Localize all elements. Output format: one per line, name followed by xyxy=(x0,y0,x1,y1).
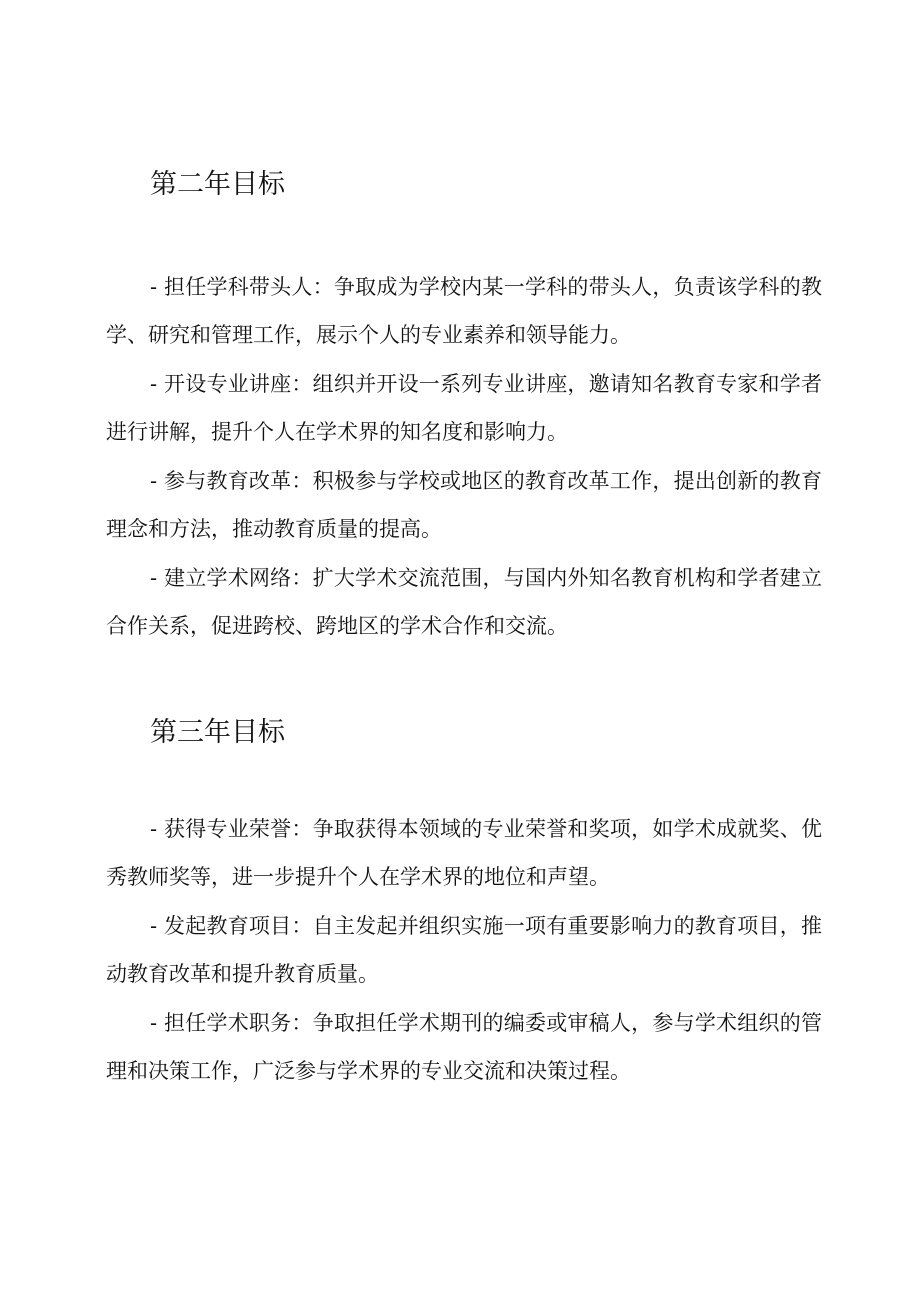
goal-item-lectures: - 开设专业讲座：组织并开设一系列专业讲座，邀请知名教育专家和学者进行讲解，提升个人在学术界的知名度和影响力。 xyxy=(106,372,822,444)
goal-item-education-reform: - 参与教育改革：积极参与学校或地区的教育改革工作，提出创新的教育理念和方法，推动教育质量的提高。 xyxy=(106,469,822,541)
goal-item-education-project: - 发起教育项目：自主发起并组织实施一项有重要影响力的教育项目，推动教育改革和提升教育质量。 xyxy=(106,914,822,986)
goal-item-academic-network: - 建立学术网络：扩大学术交流范围，与国内外知名教育机构和学者建立合作关系，促进跨校、跨地区的学术合作和交流。 xyxy=(106,566,822,638)
goal-item-subject-leader: - 担任学科带头人：争取成为学校内某一学科的带头人，负责该学科的教学、研究和管理工作，展示个人的专业素养和领导能力。 xyxy=(106,275,822,347)
section-heading-year-two: 第二年目标 xyxy=(150,169,285,200)
goal-item-professional-honors: - 获得专业荣誉：争取获得本领域的专业荣誉和奖项，如学术成就奖、优秀教师奖等，进一步提升个人在学术界的地位和声望。 xyxy=(106,817,822,889)
goal-item-academic-position: - 担任学术职务：争取担任学术期刊的编委或审稿人，参与学术组织的管理和决策工作，广泛参与学术界的专业交流和决策过程。 xyxy=(106,1011,822,1083)
section-heading-year-three: 第三年目标 xyxy=(150,717,285,748)
